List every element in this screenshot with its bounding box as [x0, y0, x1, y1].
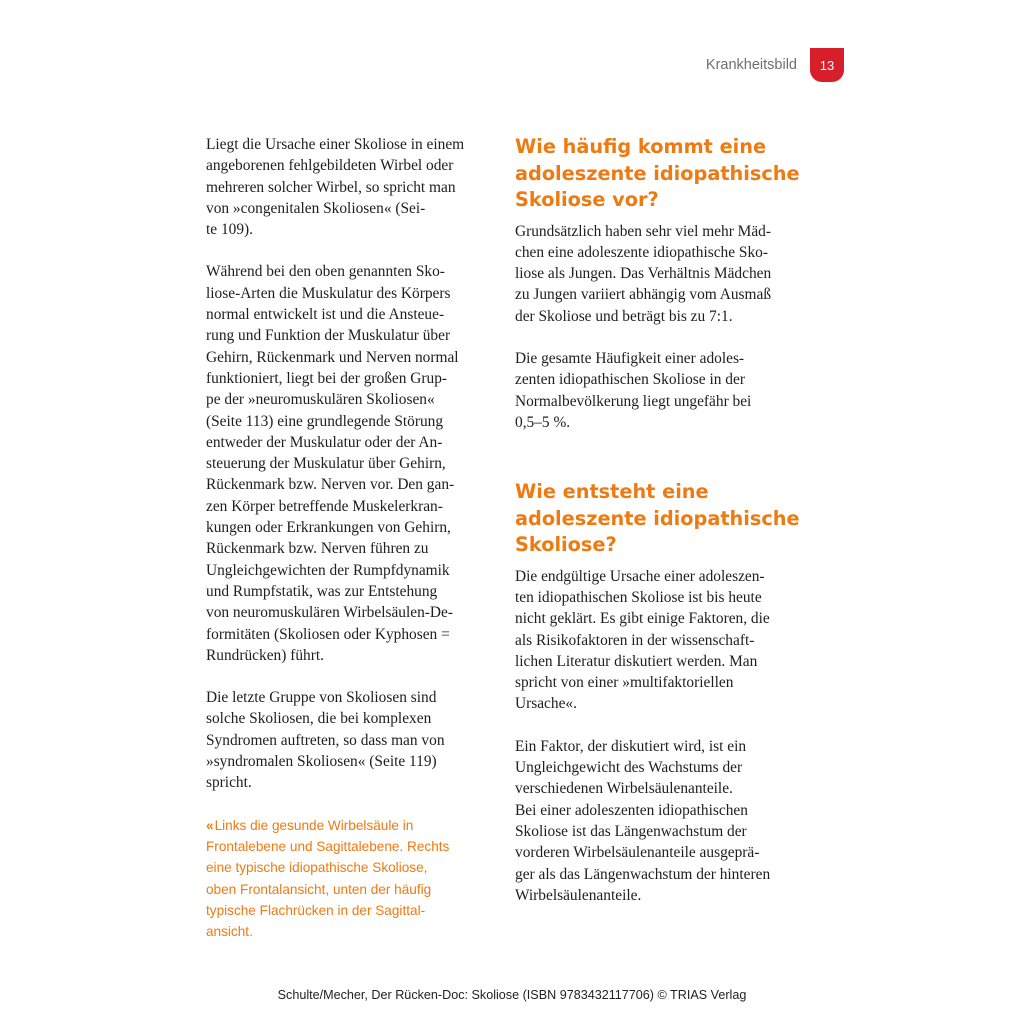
text-line: der Skoliose und beträgt bis zu 7:1.	[515, 307, 733, 325]
text-line: von neuromuskulären Wirbelsäulen-De-	[206, 604, 453, 622]
text-line: und Rumpfstatik, was zur Entstehung	[206, 582, 438, 600]
text-line: Die gesamte Häufigkeit einer adoles-	[515, 349, 745, 367]
text-line: Ein Faktor, der diskutiert wird, ist ein	[515, 737, 747, 755]
text-line: Ungleichgewicht des Wachstums der	[515, 759, 743, 777]
text-line: ten idiopathischen Skoliose ist bis heute	[515, 588, 762, 606]
text-line: spricht von einer »multifaktoriellen	[515, 674, 734, 692]
page-number-badge	[810, 48, 844, 82]
text-line: Rückenmark bzw. Nerven vor. Den gan-	[206, 476, 455, 494]
paragraph	[515, 736, 805, 906]
text-line: Ungleichgewichten der Rumpfdynamik	[206, 561, 450, 579]
section-heading	[515, 479, 805, 559]
heading-line: Skoliose vor?	[515, 188, 659, 211]
heading-line: Wie häufig kommt eine	[515, 135, 767, 158]
caption-line	[206, 815, 491, 836]
text-line: Syndromen auftreten, so dass man von	[206, 731, 445, 749]
text-line: Ursache«.	[515, 695, 577, 713]
text-line: Rundrücken) führt.	[206, 646, 324, 664]
text-line: funktioniert, liegt bei der großen Grup-	[206, 369, 448, 387]
text-line: spricht.	[206, 774, 252, 792]
caption-line: Frontalebene und Sagittalebene. Rechts	[206, 838, 450, 854]
text-line: Skoliose ist das Längenwachstum der	[515, 822, 747, 840]
text-line: Gehirn, Rückenmark und Nerven normal	[206, 348, 459, 366]
text-line: Bei einer adoleszenten idiopathischen	[515, 801, 748, 819]
page-footer: Schulte/Mecher, Der Rücken-Doc: Skoliose (ISBN 9783432117706) © TRIAS Verlag	[277, 988, 747, 1002]
heading-line: Skoliose?	[515, 533, 617, 557]
section-heading	[515, 134, 805, 214]
text-line: Die letzte Gruppe von Skoliosen sind	[206, 689, 437, 707]
caption-text: Links die gesunde Wirbelsäule in	[214, 817, 414, 833]
paragraph	[206, 134, 491, 240]
text-line: formitäten (Skoliosen oder Kyphosen =	[206, 625, 450, 643]
text-line: Wirbelsäulenanteile.	[515, 886, 642, 904]
page-number: 13	[819, 57, 835, 73]
text-line: Während bei den oben genannten Sko-	[206, 263, 445, 281]
heading-line: adoleszente idiopathische	[515, 161, 800, 185]
text-line: mehreren solcher Wirbel, so spricht man	[206, 178, 456, 196]
text-line: liose-Arten die Muskulatur des Körpers	[206, 284, 451, 302]
heading-line: Wie entsteht eine	[515, 480, 709, 504]
text-line: rung und Funktion der Muskulatur über	[206, 327, 451, 345]
text-line: Rückenmark bzw. Nerven führen zu	[206, 540, 429, 558]
text-line: lichen Literatur diskutiert werden. Man	[515, 652, 758, 670]
text-line: kungen oder Erkrankungen von Gehirn,	[206, 519, 451, 537]
text-line: pe der »neuromuskulären Skoliosen«	[206, 391, 435, 409]
text-line: zen Körper betreffende Muskelerkran-	[206, 497, 443, 515]
text-line: verschiedenen Wirbelsäulenanteile.	[515, 780, 733, 798]
text-line: normal entwickelt ist und die Ansteue-	[206, 306, 445, 324]
text-line: ger als das Längenwachstum der hinteren	[515, 865, 771, 883]
text-line: (Seite 113) eine grundlegende Störung	[206, 412, 444, 430]
section-title: Krankheitsbild	[705, 57, 797, 73]
text-line: 0,5–5 %.	[515, 413, 571, 431]
paragraph	[515, 348, 805, 433]
heading-line: adoleszente idiopathische	[515, 506, 800, 530]
caption-line: eine typische idiopathische Skoliose,	[206, 860, 428, 876]
text-line: Liegt die Ursache einer Skoliose in einem	[206, 136, 465, 153]
text-line: als Risikofaktoren in der wissenschaft-	[515, 631, 755, 649]
figure-caption	[206, 815, 491, 943]
running-head	[706, 48, 844, 82]
text-line: chen eine adoleszente idiopathische Sko-	[515, 243, 768, 261]
text-line: nicht geklärt. Es gibt einige Faktoren, die	[515, 610, 770, 628]
caption-line: typische Flachrücken in der Sagittal-	[206, 902, 426, 918]
paragraph	[515, 566, 805, 715]
text-line: entweder der Muskulatur oder der An-	[206, 433, 443, 451]
paragraph	[206, 261, 491, 666]
text-line: te 109).	[206, 221, 254, 239]
left-column	[206, 134, 491, 942]
text-line: Grundsätzlich haben sehr viel mehr Mäd-	[515, 222, 771, 240]
text-line: solche Skoliosen, die bei komplexen	[206, 710, 432, 728]
paragraph	[206, 687, 491, 793]
text-line: vorderen Wirbelsäulenanteile ausgeprä-	[515, 844, 760, 862]
text-line: von »congenitalen Skoliosen« (Sei-	[206, 199, 426, 217]
text-line: Normalbevölkerung liegt ungefähr bei	[515, 392, 752, 410]
caption-line: oben Frontalansicht, unten der häufig	[206, 881, 432, 897]
text-line: Die endgültige Ursache einer adoleszen-	[515, 567, 765, 585]
paragraph	[515, 221, 805, 327]
text-line: angeborenen fehlgebildeten Wirbel oder	[206, 157, 454, 175]
text-line: »syndromalen Skoliosen« (Seite 119)	[206, 753, 437, 771]
caption-line: ansicht.	[206, 924, 253, 940]
right-column	[515, 134, 805, 927]
chevron-left-icon: «	[206, 817, 212, 833]
text-line: steuerung der Muskulatur über Gehirn,	[206, 455, 446, 473]
text-line: zu Jungen variiert abhängig vom Ausmaß	[515, 286, 772, 304]
text-line: zenten idiopathischen Skoliose in der	[515, 371, 745, 389]
text-line: liose als Jungen. Das Verhältnis Mädchen	[515, 265, 772, 283]
